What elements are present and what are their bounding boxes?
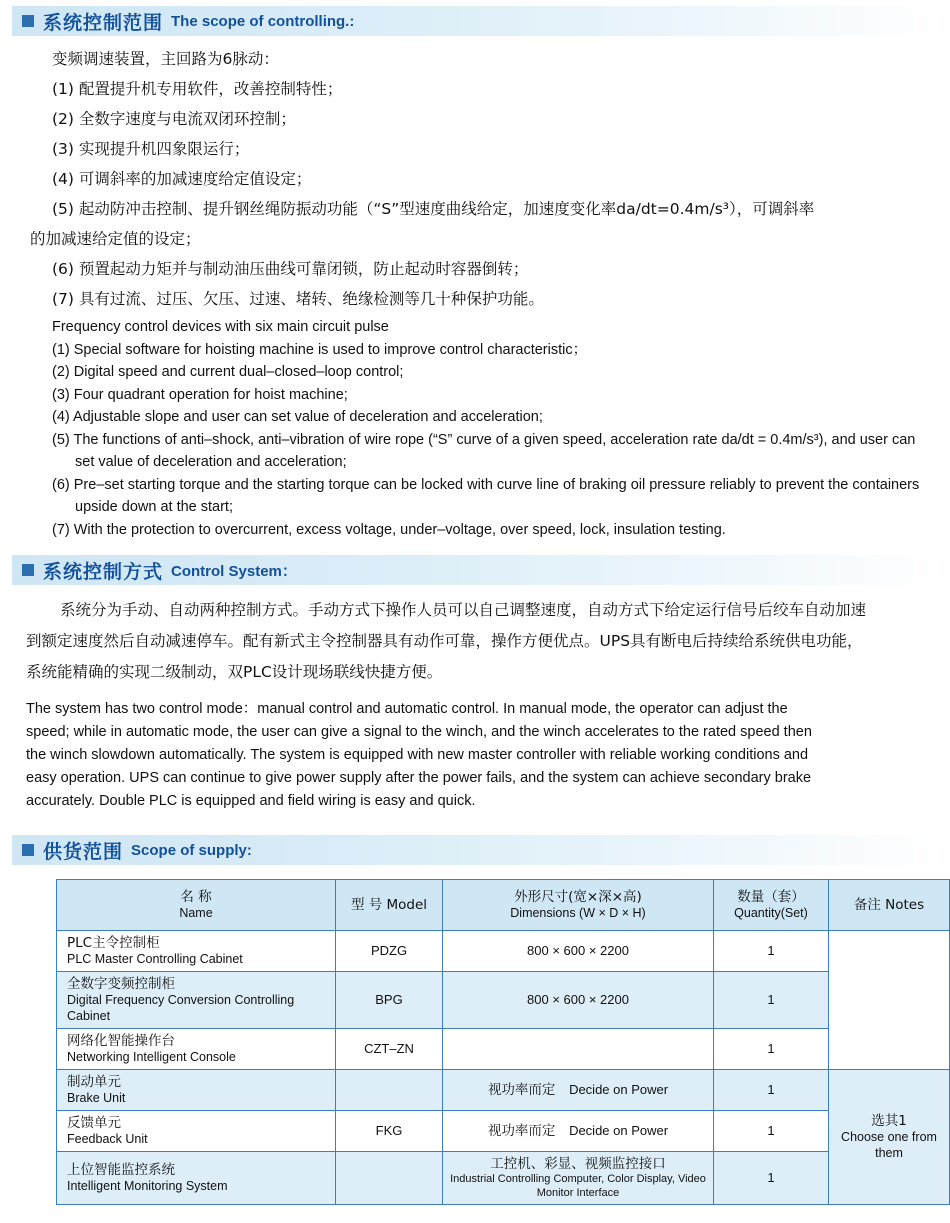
- cell-dimensions-en: Industrial Controlling Computer, Color Display, Video Monitor Interface: [450, 1173, 706, 1199]
- table-row: [57, 1152, 950, 1205]
- table-header-quantity-en: Quantity(Set): [734, 906, 808, 920]
- section2-cn-line: 系统能精确的实现二级制动，双PLC设计现场联线快捷方便。: [26, 663, 443, 681]
- cell-quantity-text: 1: [767, 1041, 775, 1056]
- cell-model: [336, 1029, 443, 1070]
- cell-quantity-text: 1: [767, 1170, 775, 1185]
- cell-dimensions: [443, 1029, 714, 1070]
- cell-name-en: Digital Frequency Conversion Controlling Cabinet: [67, 993, 295, 1023]
- section1-cn-line: 的加减速给定值的设定；: [30, 230, 201, 248]
- cell-name-en: PLC Master Controlling Cabinet: [67, 952, 243, 966]
- square-bullet-icon: [22, 844, 34, 856]
- section1-en-line: Frequency control devices with six main circuit pulse: [52, 319, 389, 335]
- cell-quantity: [714, 1152, 829, 1205]
- table-header-name: [57, 880, 336, 931]
- scope-of-supply-table-wrap: [0, 865, 950, 1223]
- section-header-control-system: [12, 555, 938, 585]
- section1-cn-line: (5) 起动防冲击控制、提升钢丝绳防振动功能（“S”型速度曲线给定，加速度变化率da/dt=0.4m/s³），可调斜率: [52, 200, 815, 218]
- cell-quantity-text: 1: [767, 1123, 775, 1138]
- cell-quantity-text: 1: [767, 1082, 775, 1097]
- scope-of-supply-table: [56, 879, 950, 1205]
- table-row: [57, 931, 950, 972]
- table-header-name-en: Name: [179, 906, 213, 920]
- cell-dimensions: [443, 1070, 714, 1111]
- cell-dimensions-cn: 视功率而定: [487, 1082, 556, 1098]
- table-header-dimensions: [443, 880, 714, 931]
- table-header-dimensions-en: Dimensions (W × D × H): [510, 906, 646, 920]
- square-bullet-icon: [22, 15, 34, 27]
- cell-quantity: [714, 1029, 829, 1070]
- cell-name-cn: 反馈单元: [67, 1115, 121, 1131]
- cell-dimensions: [443, 1152, 714, 1205]
- section-header-scope-of-supply: [12, 835, 938, 865]
- cell-dimensions-cn: 视功率而定: [487, 1123, 556, 1139]
- cell-notes-cn: 选其1: [871, 1113, 907, 1129]
- table-header-name-cn: 名 称: [180, 889, 212, 905]
- cell-notes: [829, 931, 950, 1070]
- cell-quantity-text: 1: [767, 992, 775, 1007]
- cell-name: [57, 972, 336, 1029]
- section2-en-block: [26, 698, 924, 813]
- section3-title-cn: 供货范围: [43, 840, 124, 863]
- cell-dimensions: [443, 1111, 714, 1152]
- table-header-quantity-cn: 数量（套）: [737, 889, 805, 905]
- cell-name-cn: 全数字变频控制柜: [67, 976, 175, 992]
- cell-dimensions-en: 800 × 600 × 2200: [527, 943, 629, 958]
- table-row: [57, 1070, 950, 1111]
- cell-name-en: Brake Unit: [67, 1091, 126, 1105]
- cell-name-cn: PLC主令控制柜: [67, 935, 160, 951]
- table-header-notes: [829, 880, 950, 931]
- cell-notes: [829, 1070, 950, 1205]
- cell-dimensions: [443, 931, 714, 972]
- cell-name-cn: 上位智能监控系统: [67, 1162, 175, 1178]
- table-header-model: [336, 880, 443, 931]
- cell-dimensions: [443, 972, 714, 1029]
- section1-en-line: (6) Pre–set starting torque and the starting torque can be locked with curve line of braking oil pressure reliably to prevent the containers upside down at the start;: [52, 476, 920, 515]
- cell-dimensions-en: Decide on Power: [569, 1123, 669, 1138]
- cell-name: [57, 1152, 336, 1205]
- cell-notes-en: Choose one from them: [841, 1130, 937, 1160]
- cell-name-en: Networking Intelligent Console: [67, 1050, 236, 1064]
- cell-quantity: [714, 972, 829, 1029]
- square-bullet-icon: [22, 564, 34, 576]
- cell-model-text: BPG: [375, 992, 403, 1007]
- table-header-dimensions-cn: 外形尺寸(宽×深×高): [514, 889, 642, 905]
- section1-en-line: (4) Adjustable slope and user can set value of deceleration and acceleration;: [52, 409, 543, 425]
- table-header-row: [57, 880, 950, 931]
- section2-cn-line: 到额定速度然后自动减速停车。配有新式主令控制器具有动作可靠，操作方便优点。UPS具有断电后持续给系统供电功能，: [26, 632, 863, 650]
- section1-cn-line: (3) 实现提升机四象限运行；: [52, 140, 250, 158]
- section2-en-line: the winch slowdown automatically. The system is equipped with new master controller with reliable working conditions and: [26, 747, 809, 763]
- section1-cn-line: (6) 预置起动力矩并与制动油压曲线可靠闭锁，防止起动时容器倒转；: [52, 260, 529, 278]
- section2-body: [0, 585, 950, 823]
- section1-title-cn: 系统控制范围: [43, 11, 164, 34]
- cell-model: [336, 1152, 443, 1205]
- section1-cn-line: (1) 配置提升机专用软件，改善控制特性；: [52, 80, 343, 98]
- section1-title-en: The scope of controlling.:: [171, 12, 355, 30]
- section2-title-cn: 系统控制方式: [43, 560, 164, 583]
- section1-body: [0, 36, 950, 545]
- cell-model: [336, 1070, 443, 1111]
- cell-name: [57, 931, 336, 972]
- table-header-model-cn: 型 号 Model: [350, 897, 428, 913]
- cell-name-cn: 制动单元: [67, 1074, 121, 1090]
- section1-en-block: [30, 316, 924, 541]
- cell-name-en: Feedback Unit: [67, 1132, 148, 1146]
- cell-name: [57, 1029, 336, 1070]
- section3-title-en: Scope of supply:: [131, 841, 252, 859]
- cell-name: [57, 1111, 336, 1152]
- cell-name-cn: 网络化智能操作台: [67, 1033, 175, 1049]
- section-header-scope-of-controlling: [12, 6, 938, 36]
- cell-model-text: CZT–ZN: [364, 1041, 414, 1056]
- cell-quantity: [714, 1111, 829, 1152]
- section1-en-line: (2) Digital speed and current dual–closed–loop control;: [52, 364, 404, 380]
- section2-en-line: The system has two control mode：manual control and automatic control. In manual mode, the operator can adjust the: [26, 701, 788, 717]
- section1-cn-line: 变频调速装置，主回路为6脉动：: [52, 50, 279, 68]
- cell-model: [336, 972, 443, 1029]
- section2-en-line: easy operation. UPS can continue to give power supply after the power fails, and the system can achieve secondary brake: [26, 770, 812, 786]
- cell-model-text: FKG: [375, 1123, 403, 1138]
- table-header-notes-cn: 备注 Notes: [853, 897, 925, 913]
- table-row: [57, 1029, 950, 1070]
- section1-en-line: (7) With the protection to overcurrent, excess voltage, under–voltage, over speed, lock, insulation testing.: [52, 521, 726, 538]
- section2-cn-line: 系统分为手动、自动两种控制方式。手动方式下操作人员可以自己调整速度，自动方式下给定运行信号后绞车自动加速: [60, 601, 867, 619]
- table-row: [57, 1111, 950, 1152]
- section1-cn-line: (4) 可调斜率的加减速度给定值设定；: [52, 170, 312, 188]
- cell-name-en: Intelligent Monitoring System: [67, 1179, 228, 1193]
- table-row: [57, 972, 950, 1029]
- cell-dimensions-en: Decide on Power: [569, 1082, 669, 1097]
- cell-model-text: PDZG: [370, 943, 408, 958]
- cell-quantity-text: 1: [767, 943, 775, 958]
- cell-dimensions-cn: 工控机、彩显、视频监控接口: [490, 1156, 666, 1172]
- section1-en-line: (1) Special software for hoisting machine is used to improve control characteristic；: [52, 341, 588, 358]
- cell-name: [57, 1070, 336, 1111]
- section2-en-line: speed; while in automatic mode, the user can give a signal to the winch, and the winch accelerates to the rated speed then: [26, 724, 812, 740]
- section1-cn-line: (2) 全数字速度与电流双闭环控制；: [52, 110, 296, 128]
- cell-model: [336, 931, 443, 972]
- section1-en-line: (5) The functions of anti–shock, anti–vibration of wire rope (“S” curve of a given speed, acceleration rate da/dt = 0.4m/s³), and user can set value of deceleration and acceleration;: [52, 431, 916, 470]
- cell-model: [336, 1111, 443, 1152]
- cell-quantity: [714, 1070, 829, 1111]
- section2-en-line: accurately. Double PLC is equipped and field wiring is easy and quick.: [26, 793, 476, 809]
- section1-cn-line: (7) 具有过流、过压、欠压、过速、堵转、绝缘检测等几十种保护功能。: [52, 290, 544, 308]
- cell-dimensions-en: 800 × 600 × 2200: [527, 992, 629, 1007]
- table-header-quantity: [714, 880, 829, 931]
- section1-en-line: (3) Four quadrant operation for hoist machine;: [52, 386, 348, 403]
- section2-title-en: Control System：: [171, 562, 297, 580]
- cell-quantity: [714, 931, 829, 972]
